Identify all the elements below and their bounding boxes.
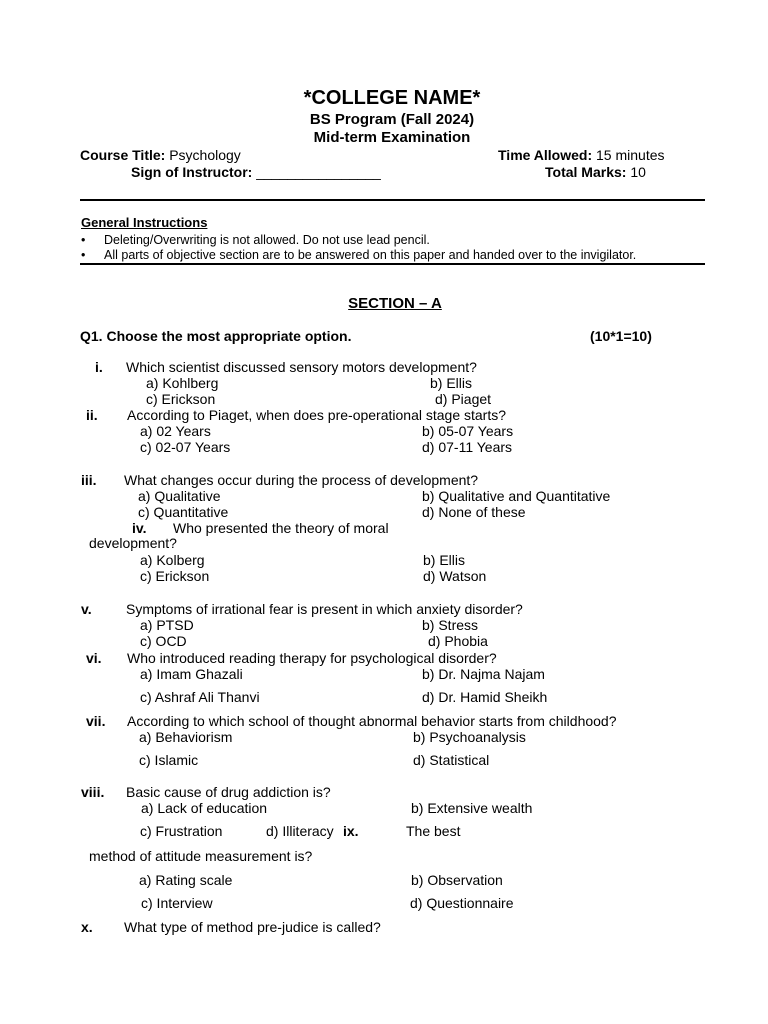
question-number: v. [81, 601, 92, 617]
question-text: Which scientist discussed sensory motors development? [126, 359, 477, 375]
bullet-icon: • [81, 248, 86, 262]
option-c: c) Frustration [140, 823, 223, 839]
question-number: ix. [343, 823, 359, 839]
option-a: a) Rating scale [139, 872, 233, 888]
course-title [80, 147, 241, 163]
option-d: d) Statistical [413, 752, 490, 768]
option-c: c) Quantitative [138, 504, 229, 520]
option-a: a) Lack of education [141, 800, 268, 816]
question-number: iii. [81, 472, 97, 488]
question-text: Who presented the theory of moral [173, 520, 389, 536]
option-b: b) Ellis [430, 375, 473, 391]
option-b: b) Qualitative and Quantitative [422, 488, 611, 504]
option-c: c) OCD [140, 633, 187, 649]
option-b: b) Extensive wealth [411, 800, 533, 816]
option-b: b) Psychoanalysis [413, 729, 526, 745]
question-text-continued: development? [89, 535, 177, 551]
total-marks-label: Total Marks: [545, 164, 627, 180]
option-b: b) Observation [411, 872, 503, 888]
question-text: What changes occur during the process of development? [124, 472, 479, 488]
instructor-sign-label: Sign of Instructor: [131, 164, 253, 180]
option-c: c) 02-07 Years [140, 439, 231, 455]
option-a: a) Imam Ghazali [140, 666, 243, 682]
option-c: c) Erickson [140, 568, 210, 584]
instruction-text: Deleting/Overwriting is not allowed. Do not use lead pencil. [104, 233, 430, 247]
option-b: b) Ellis [423, 552, 466, 568]
question-number: iv. [132, 520, 147, 536]
option-b: b) 05-07 Years [422, 423, 514, 439]
question-number: ii. [86, 407, 98, 423]
total-marks-value: 10 [630, 164, 646, 180]
instructor-sign-line: ________________ [256, 164, 381, 180]
option-a: a) Kohlberg [146, 375, 219, 391]
option-a: a) Qualitative [138, 488, 221, 504]
time-allowed-label: Time Allowed: [498, 147, 593, 163]
bullet-icon: • [81, 233, 86, 247]
time-allowed-value: 15 minutes [596, 147, 665, 163]
question-text: Basic cause of drug addiction is? [126, 784, 331, 800]
question-number: i. [95, 359, 103, 375]
option-d: d) 07-11 Years [422, 439, 513, 455]
question-marks: (10*1=10) [590, 328, 652, 344]
total-marks [545, 164, 646, 180]
question-number: viii. [81, 784, 105, 800]
option-d: d) Watson [423, 568, 487, 584]
question-text: Symptoms of irrational fear is present in which anxiety disorder? [126, 601, 523, 617]
question-heading: Q1. Choose the most appropriate option. [80, 328, 352, 344]
option-a: a) PTSD [140, 617, 194, 633]
instructions-divider [80, 263, 705, 265]
option-d: d) None of these [422, 504, 526, 520]
program-title: BS Program (Fall 2024) [309, 111, 475, 128]
question-text: Who introduced reading therapy for psychological disorder? [127, 650, 497, 666]
option-c: c) Erickson [146, 391, 216, 407]
time-allowed [498, 147, 665, 163]
exam-title: Mid-term Examination [313, 129, 471, 146]
option-c: c) Islamic [139, 752, 199, 768]
question-number: vii. [86, 713, 106, 729]
course-title-label: Course Title: [80, 147, 166, 163]
option-d: d) Questionnaire [410, 895, 514, 911]
question-text: What type of method pre-judice is called? [124, 919, 381, 935]
option-a: a) 02 Years [140, 423, 211, 439]
question-number: x. [81, 919, 93, 935]
option-d: d) Dr. Hamid Sheikh [422, 689, 548, 705]
instructor-sign [131, 164, 381, 180]
question-text: According to Piaget, when does pre-operational stage starts? [127, 407, 507, 423]
option-c: c) Ashraf Ali Thanvi [140, 689, 260, 705]
college-name: *COLLEGE NAME* [303, 87, 481, 109]
question-text-continued: method of attitude measurement is? [89, 848, 313, 864]
option-b: b) Stress [422, 617, 479, 633]
header-divider [80, 199, 705, 201]
option-a: a) Kolberg [140, 552, 205, 568]
question-number: vi. [86, 650, 102, 666]
question-text: The best [406, 823, 461, 839]
option-d: d) Phobia [428, 633, 488, 649]
question-text: According to which school of thought abnormal behavior starts from childhood? [127, 713, 617, 729]
instruction-text: All parts of objective section are to be answered on this paper and handed over to the invigilator. [104, 248, 637, 262]
option-d: d) Illiteracy [266, 823, 334, 839]
option-c: c) Interview [141, 895, 213, 911]
section-heading: SECTION – A [348, 295, 442, 312]
course-title-value: Psychology [169, 147, 241, 163]
option-a: a) Behaviorism [139, 729, 233, 745]
instructions-heading: General Instructions [81, 215, 208, 230]
option-d: d) Piaget [435, 391, 492, 407]
option-b: b) Dr. Najma Najam [422, 666, 545, 682]
